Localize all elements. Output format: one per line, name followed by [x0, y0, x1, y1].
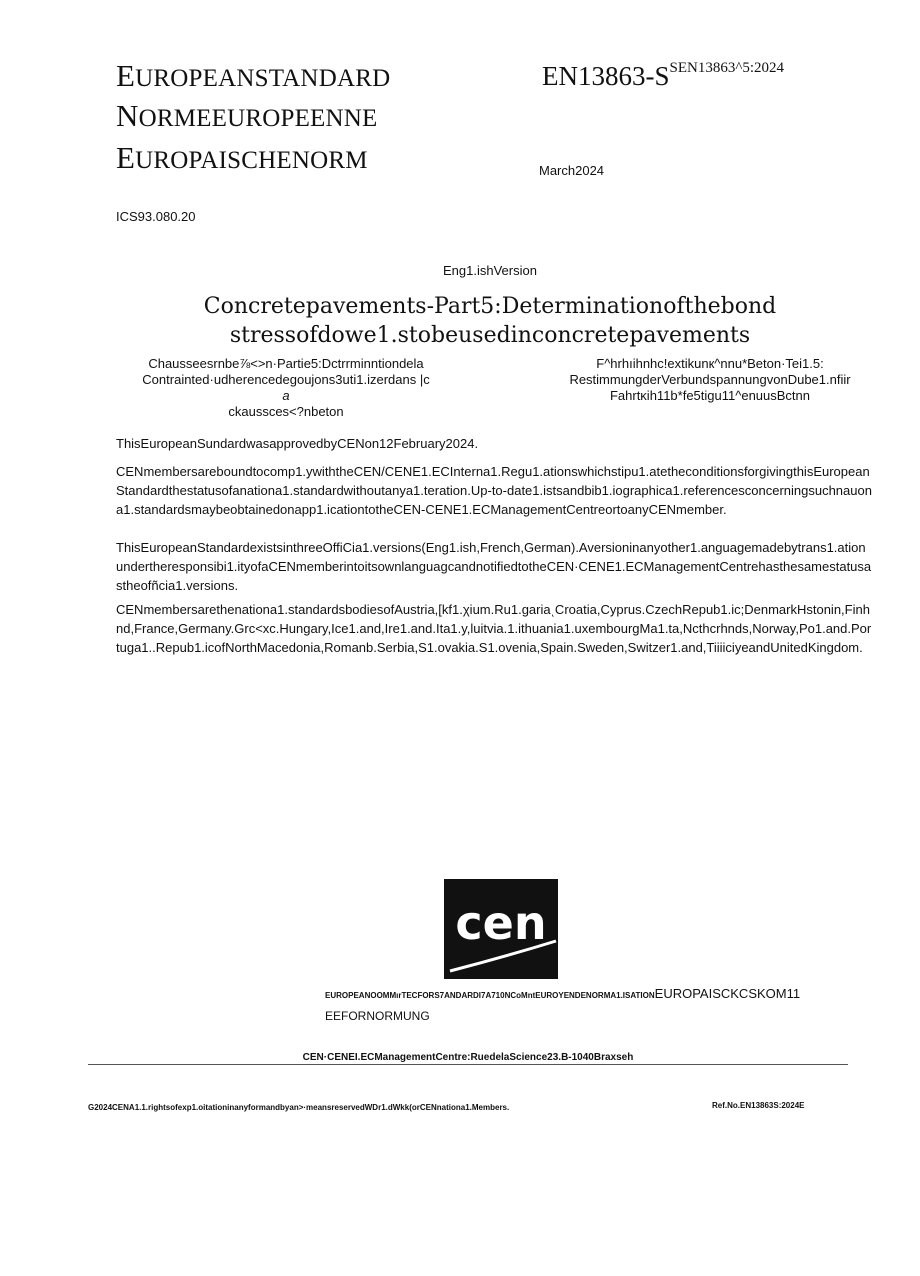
committee-small-caps: EUROPEANOOMMırTECFORS7ANDARDI7A710NCoMntEUROYENDENORMA1.ISATION [325, 991, 655, 1000]
french-title-line: Chausseesrnbe⅞<>n·Partie5:Dctrrminntiondela [148, 356, 424, 371]
title-rest: UROPEANSTANDARD [135, 65, 391, 92]
german-title [540, 356, 880, 404]
german-title-line: Fahrtκih11b*fe5tigu11^enuusBctnn [609, 388, 811, 403]
footer-reference: Ref.No.EN13863S:2024E [712, 1101, 805, 1110]
document-title [140, 292, 840, 350]
cen-logo [444, 879, 558, 979]
german-title-line: F^hrhıihnhc!extikunк^nnu*Beton·Tei1.5: [596, 356, 824, 371]
standard-number [542, 60, 784, 92]
document-title-line: stressofdowe1.stobeusedinconcretepavements [229, 323, 751, 348]
french-title-line: a [282, 388, 290, 403]
title-cap: E [116, 58, 136, 93]
approval-paragraph: ThisEuropeanSundardwasapprovedbyCENon12February2024. [116, 436, 479, 451]
ics-code: ICS93.080.20 [116, 209, 196, 224]
document-title-line: Concretepavements-Part5:Determinationofthebond [203, 294, 777, 319]
cen-logo-graphic [444, 879, 558, 979]
title-cap: N [116, 98, 139, 133]
official-versions-paragraph: ThisEuropeanStandardexistsinthreeOffiCia1.versions(Eng1.ish,French,German).Aversioninanyother1.anguagemadebytrans1.ationundertheresponsibi1.ityofaCENmemberintoitsownlanguagcandnotifiedtotheCEN·CENE1.ECManagementCentrehasthesamestatusastheofñcia1.versions. [116, 540, 872, 593]
member-obligation-paragraph: CENmembersareboundtocomp1.ywiththeCEN/CENE1.ECInterna1.Regu1.ationswhichstipu1.atetheconditionsforgivingthisEuropeanStandardthestatusofanationa1.standardwithoutanya1.teration.Up-to-date1.istsandbib1.iographica1.referencesconcerningsuchnauona1.standardsmaybeobtainedonapp1.icationtotheCEN-CENE1.ECManagementCentreortoanyCENmember. [116, 464, 872, 517]
version-label: Eng1.ishVersion [443, 263, 537, 278]
standard-name-english [116, 58, 390, 94]
standard-name-french [116, 98, 378, 134]
french-title-line: ckaussces<?nbeton [228, 404, 344, 419]
footer-address: CEN·CENEI.ECManagementCentre:RuedelaScience23.B-1040Braxseh [302, 1052, 634, 1063]
french-title [118, 356, 454, 420]
cen-logo-text: cen [455, 896, 547, 950]
title-rest: UROPAISCHENORM [135, 147, 368, 174]
member-countries-paragraph: CENmembersarethenationa1.standardsbodiesofAustria,[kf1.χium.Ru1.gariaͺCroatia,Cyprus.CzechRepub1.ic;DenmarkHstonin,Finhnd,France,Germany.Grc<xc.Hungary,Ice1.and,Ire1.and.Ita1.y,luitvia.1.ithuania1.uxembourgMa1.ta,Ncthcrhnds,Norway,Po1.and.Portuga1..Repub1.icofNorthMacedonia,Romanb.Serbia,S1.ovakia.S1.ovenia,Spain.Sweden,Switzer1.and,TiiiiciyeandUnitedKingdom. [116, 602, 872, 655]
footer-copyright: G2024CENA1.1.rightsofexp1.oitationinanyformandbyan>·meansreservedWDr1.dWkk(orCENnationa1.Members. [88, 1103, 510, 1112]
title-cap: E [116, 140, 136, 175]
en-superscript: SEN13863^5:2024 [669, 60, 785, 76]
committee-names [325, 985, 855, 1003]
standard-name-german [116, 140, 368, 176]
committee-large: EUROPAISCKCSKOM11 [654, 986, 801, 1001]
german-title-line: RestimmungderVerbundspannungvonDube1.nfiir [569, 372, 851, 387]
publication-date: March2024 [539, 163, 605, 178]
footer-divider [88, 1064, 848, 1065]
title-rest: ORMEEUROPEENNE [138, 105, 378, 132]
en-number: EN13863-S [542, 61, 670, 91]
committee-line2: EEFORNORMUNG [325, 1009, 430, 1023]
french-title-line: Contrainted·udherencedegoujons3uti1.izerdans |c [142, 372, 430, 387]
